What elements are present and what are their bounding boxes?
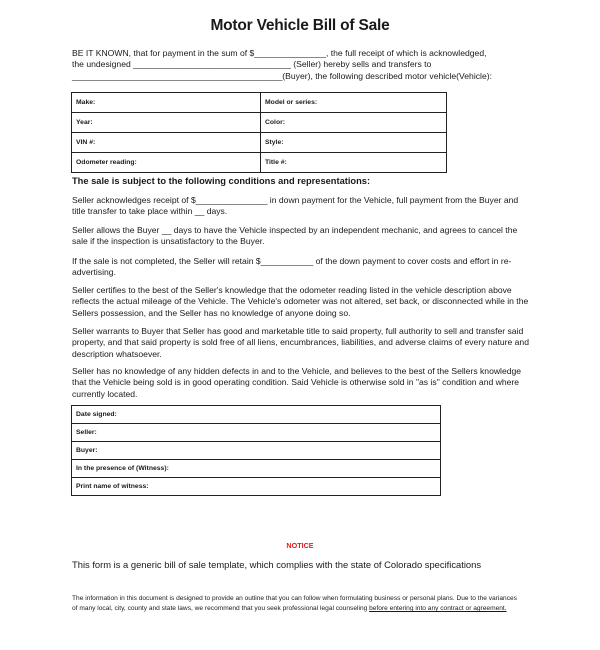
table-cell[interactable]: Style: xyxy=(261,133,447,153)
table-row xyxy=(72,93,447,113)
paragraph-retain: If the sale is not completed, the Seller will retain $___________ of the down payment to cover costs and effort in re-advertising. xyxy=(72,256,512,278)
generic-template-text: This form is a generic bill of sale template, which complies with the state of Colorado specifications xyxy=(72,559,482,570)
notice-label: NOTICE xyxy=(286,541,314,550)
table-cell[interactable]: Model or series: xyxy=(261,93,447,113)
intro-line-2: the undesigned _________________________________ (Seller) hereby sells and transfers to xyxy=(72,59,432,70)
signature-seller-field[interactable]: Seller: xyxy=(72,424,441,442)
intro-line-3: ____________________________________________(Buyer), the following described motor vehicle(Vehicle): xyxy=(72,70,492,81)
signature-witness-name-field[interactable]: Print name of witness: xyxy=(72,478,441,496)
table-cell[interactable]: Title #: xyxy=(261,153,447,173)
conditions-heading: The sale is subject to the following conditions and representations: xyxy=(72,176,371,186)
signature-date-field[interactable]: Date signed: xyxy=(72,406,441,424)
disclaimer-text xyxy=(72,594,522,615)
vehicle-details-table xyxy=(71,92,447,173)
table-row xyxy=(72,133,447,153)
document-title: Motor Vehicle Bill of Sale xyxy=(210,17,390,34)
signature-witness-field[interactable]: In the presence of (Witness): xyxy=(72,460,441,478)
intro-paragraph xyxy=(72,48,542,82)
table-row xyxy=(72,460,441,478)
table-row xyxy=(72,406,441,424)
table-row xyxy=(72,113,447,133)
table-row xyxy=(72,478,441,496)
table-row xyxy=(72,153,447,173)
paragraph-down-payment: Seller acknowledges receipt of $_______________ in down payment for the Vehicle, full payment from the Buyer and title transfer to take place within __ days. xyxy=(72,195,519,217)
paragraph-odometer: Seller certifies to the best of the Seller's knowledge that the odometer reading listed in the vehicle description above reflects the actual mileage of the Vehicle. The Vehicle's odometer was not altered, set back, or disconnected while in the Sellers possession, and the Seller has no knowledge of anyone doing so. xyxy=(72,285,529,318)
table-cell[interactable]: Odometer reading: xyxy=(72,153,261,173)
paragraph-title-warranty: Seller warrants to Buyer that Seller has good and marketable title to said property, full authority to sell and transfer said property, and that said property is sold free of all liens, encumbrances, liabilities, and adverse claims of every nature and description whatsoever. xyxy=(72,326,529,359)
disclaimer-underlined: before entering into any contract or agreement. xyxy=(369,605,507,613)
disclaimer-body: The information in this document is designed to provide an outline that you can follow when formulating business or personal plans. Due to the variances of many local, city, county and state laws, we recommend that you seek professional legal counseling xyxy=(72,595,517,613)
signature-buyer-field[interactable]: Buyer: xyxy=(72,442,441,460)
signature-table xyxy=(71,405,441,496)
table-row xyxy=(72,424,441,442)
table-row xyxy=(72,442,441,460)
paragraph-inspection: Seller allows the Buyer __ days to have the Vehicle inspected by an independent mechanic, and agrees to cancel the sale if the inspection is unsatisfactory to the Buyer. xyxy=(72,225,518,247)
table-cell[interactable]: Year: xyxy=(72,113,261,133)
table-cell[interactable]: Color: xyxy=(261,113,447,133)
paragraph-defects: Seller has no knowledge of any hidden defects in and to the Vehicle, and believes to the best of the Sellers knowledge that the Vehicle being sold is in good operating condition. Said Vehicle is otherwise sold in "as is" condition and where currently located. xyxy=(72,366,522,399)
table-cell[interactable]: Make: xyxy=(72,93,261,113)
table-cell[interactable]: VIN #: xyxy=(72,133,261,153)
intro-line-1: BE IT KNOWN, that for payment in the sum of $_______________, the full receipt of which is acknowledged, xyxy=(72,48,487,58)
